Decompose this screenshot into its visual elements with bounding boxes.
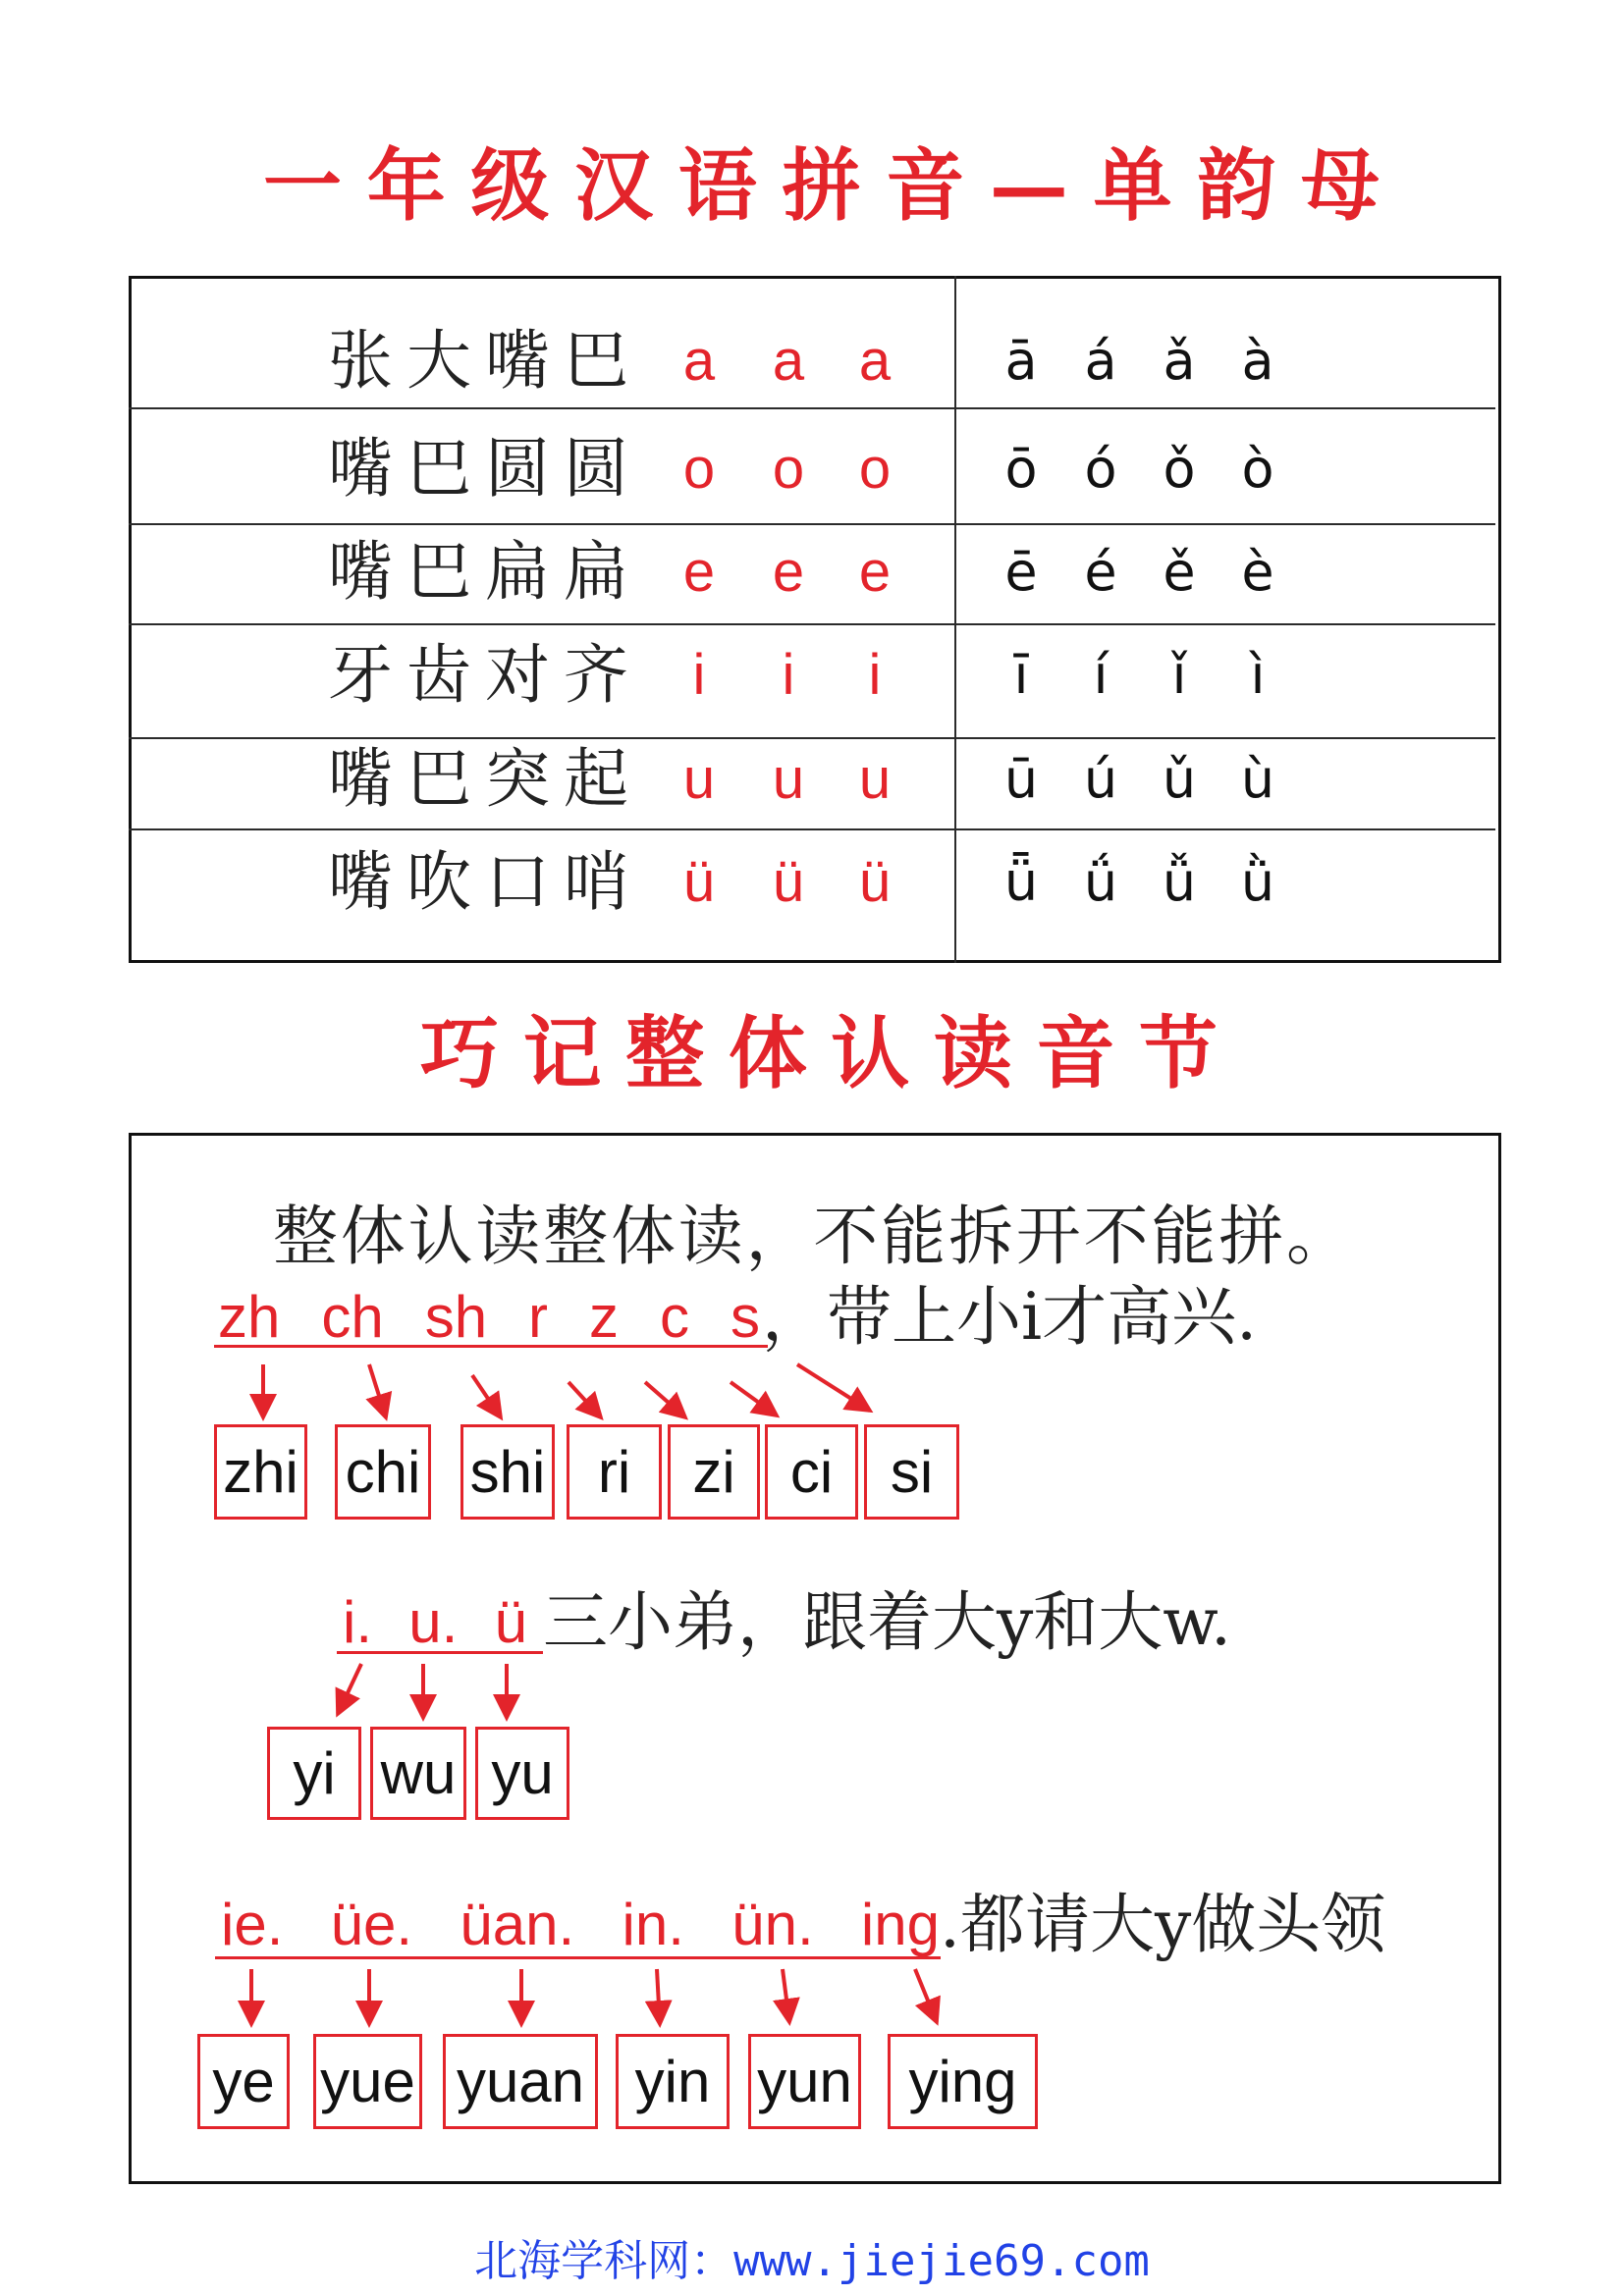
table-row-divider	[129, 828, 1495, 830]
final-letter: e	[858, 540, 892, 604]
final-letter: e	[682, 540, 716, 604]
syllable-box: ci	[765, 1424, 858, 1520]
syllable-box: shi	[460, 1424, 555, 1520]
syllable-box: ying	[888, 2034, 1038, 2129]
final-letter: u	[682, 747, 716, 811]
footer-watermark: 北海学科网：www.jiejie69.com	[474, 2236, 1150, 2286]
table-row-a	[0, 312, 1624, 410]
final-letter: ü	[772, 850, 805, 914]
tone-third: ǔ	[1162, 748, 1197, 810]
syllable-box: zi	[668, 1424, 760, 1520]
section-title: 巧记整体认读音节	[420, 1007, 1218, 1099]
mouth-shape-label: 牙齿对齐	[328, 637, 628, 713]
syllable-box: si	[864, 1424, 959, 1520]
tone-fourth: ǜ	[1240, 851, 1275, 913]
syllable-box: chi	[335, 1424, 431, 1520]
tone-second: ǘ	[1083, 851, 1118, 913]
syllable-box: yuan	[443, 2034, 598, 2129]
tone-fourth: è	[1241, 541, 1274, 603]
syllable-box: zhi	[214, 1424, 307, 1520]
group2-rhyme: 三小弟，跟着大y和大w.	[543, 1584, 1231, 1660]
page-title: 一年级汉语拼音—单韵母	[263, 139, 1380, 232]
syllable-box: wu	[370, 1727, 466, 1820]
tone-first: ō	[1004, 438, 1038, 500]
syllable-box: yue	[313, 2034, 422, 2129]
tone-second: ó	[1084, 438, 1117, 500]
mouth-shape-label: 张大嘴巴	[328, 323, 628, 399]
tone-fourth: ò	[1241, 438, 1274, 500]
final-letter: o	[858, 437, 892, 501]
finals-iuv-text: i. u. ü	[343, 1589, 527, 1655]
tone-first: ā	[1004, 330, 1038, 392]
syllable-box: ri	[567, 1424, 662, 1520]
mouth-shape-label: 嘴吹口哨	[328, 844, 628, 920]
final-letter: a	[772, 329, 805, 393]
tone-third: ǚ	[1162, 851, 1197, 913]
table-row-i	[0, 626, 1624, 724]
final-letter: ü	[682, 850, 716, 914]
initials-underline	[214, 1345, 768, 1348]
table-row-u	[0, 730, 1624, 828]
tone-second: é	[1084, 541, 1117, 603]
tone-first: ǖ	[1003, 851, 1039, 913]
table-row-divider	[129, 623, 1495, 625]
tone-third: ǒ	[1163, 438, 1196, 500]
tone-fourth: ì	[1250, 644, 1266, 706]
intro-rhyme: 整体认读整体读，不能拆开不能拼。	[273, 1199, 1351, 1274]
tone-fourth: ù	[1240, 748, 1275, 810]
mouth-shape-label: 嘴巴突起	[328, 741, 628, 817]
syllable-box: ye	[197, 2034, 290, 2129]
group1-rhyme: ，带上小i才高兴.	[762, 1279, 1258, 1355]
syllable-box: yun	[748, 2034, 861, 2129]
final-letter: a	[858, 329, 892, 393]
finals-y-text: ie. üe. üan. in. ün. ing	[221, 1892, 940, 1957]
final-letter: i	[782, 643, 795, 707]
mouth-shape-label: 嘴巴圆圆	[328, 431, 628, 507]
tone-first: ū	[1003, 748, 1039, 810]
tone-first: ē	[1004, 541, 1038, 603]
final-letter: o	[682, 437, 716, 501]
tone-second: í	[1093, 644, 1109, 706]
initials-text: zh ch sh r z c s	[218, 1284, 760, 1350]
final-letter: a	[682, 329, 716, 393]
final-letter: e	[772, 540, 805, 604]
table-row-e	[0, 523, 1624, 621]
syllable-box: yi	[267, 1727, 361, 1820]
final-letter: ü	[858, 850, 892, 914]
group3-rhyme: .都请大y做头领	[940, 1887, 1386, 1962]
final-letter: u	[772, 747, 805, 811]
final-letter: o	[772, 437, 805, 501]
tone-third: ě	[1163, 541, 1196, 603]
final-letter: i	[692, 643, 706, 707]
tone-first: ī	[1013, 644, 1029, 706]
final-letter: u	[858, 747, 892, 811]
mouth-shape-label: 嘴巴扁扁	[328, 534, 628, 610]
table-row-o	[0, 420, 1624, 518]
syllable-box: yu	[475, 1727, 569, 1820]
finals-iuv-underline	[337, 1651, 543, 1654]
final-letter: i	[868, 643, 882, 707]
tone-second: ú	[1083, 748, 1118, 810]
tone-second: á	[1084, 330, 1117, 392]
tone-third: ǐ	[1171, 644, 1187, 706]
tone-fourth: à	[1241, 330, 1274, 392]
finals-y-underline	[215, 1956, 941, 1959]
tone-third: ǎ	[1163, 330, 1196, 392]
syllable-box: yin	[616, 2034, 730, 2129]
table-row-v	[0, 833, 1624, 932]
